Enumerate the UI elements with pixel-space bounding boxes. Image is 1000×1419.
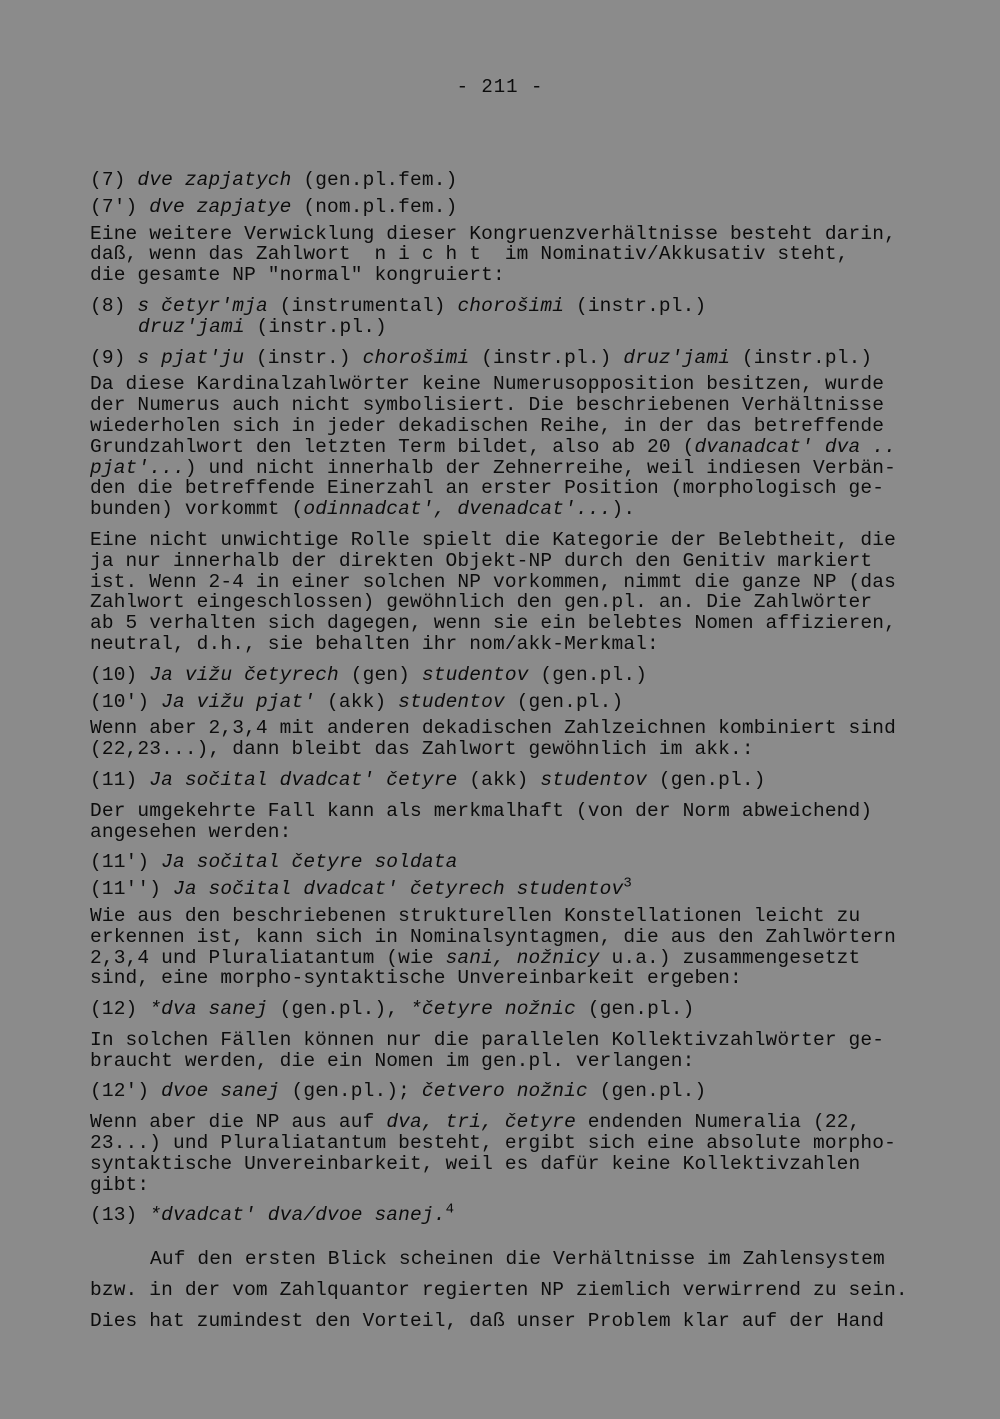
paragraph-line — [90, 927, 920, 948]
text-fragment: (gen.pl.) — [504, 690, 624, 713]
text-fragment: Wenn aber 2,3,4 mit anderen dekadischen Zahlzeichnen kombiniert sind — [90, 717, 896, 740]
paragraph-line — [90, 437, 920, 458]
paragraph-line — [90, 1030, 920, 1051]
text-fragment: (nom.pl.fem.) — [291, 195, 458, 218]
cited-form: *dva sanej — [149, 998, 268, 1021]
cited-form: Ja vižu pjat' — [161, 690, 316, 713]
text-fragment: daß, wenn das Zahlwort n i c h t im Nominativ/Akkusativ steht, — [90, 243, 849, 266]
text-fragment: neutral, d.h., sie behalten ihr nom/akk-Merkmal: — [90, 632, 659, 655]
paragraph-line — [90, 1275, 920, 1306]
text-fragment: (instr.) — [244, 346, 363, 369]
text-fragment: In solchen Fällen können nur die parallelen Kollektivzahlwörter ge- — [90, 1028, 885, 1051]
text-fragment: bzw. in der vom Zahlquantor regierten NP ziemlich verwirrend zu sein. — [90, 1279, 908, 1302]
example-line — [90, 1201, 920, 1227]
text-fragment: Wie aus den beschriebenen strukturellen Konstellationen leicht zu — [90, 904, 861, 927]
text-fragment: die gesamte NP "normal" kongruiert: — [90, 264, 505, 287]
cited-form: studentov — [421, 663, 529, 686]
paragraph-line — [90, 613, 920, 634]
paragraph-line — [90, 224, 920, 245]
text-fragment: Auf den ersten Blick scheinen die Verhältnisse im Zahlensystem — [150, 1248, 885, 1271]
cited-form: odinnadcat', dvenadcat'... — [303, 498, 612, 521]
text-fragment: Dies hat zumindest den Vorteil, daß unser Problem klar auf der Hand — [90, 1310, 885, 1333]
text-fragment: sind, eine morpho-syntaktische Unvereinbarkeit ergeben: — [90, 967, 742, 990]
text-fragment: gibt: — [90, 1173, 150, 1196]
text-fragment: (instrumental) — [267, 294, 458, 317]
text-fragment: ). — [611, 498, 648, 521]
paragraph-line — [90, 948, 920, 969]
text-fragment: (gen) — [338, 663, 422, 686]
text-fragment: Wenn aber die NP aus auf — [90, 1111, 387, 1134]
cited-form: pjat'... — [90, 456, 185, 479]
paragraph-line — [90, 1244, 920, 1275]
cited-form: Ja vižu četyrech — [149, 663, 339, 686]
text-fragment: Der umgekehrte Fall kann als merkmalhaft (von der Norm abweichend) — [90, 799, 873, 822]
text-fragment: 23...) und Pluraliatantum besteht, ergibt sich eine absolute morpho- — [90, 1132, 896, 1155]
paragraph-line — [90, 551, 920, 572]
paragraph-line — [90, 416, 920, 437]
example-line — [90, 770, 920, 791]
paragraph-line — [90, 458, 920, 479]
cited-form: četvero nožnic — [421, 1080, 588, 1103]
paragraph-line — [90, 718, 920, 739]
text-fragment: (11) — [90, 768, 150, 791]
text-fragment: Eine weitere Verwicklung dieser Kongruenzverhältnisse besteht darin, — [90, 222, 896, 245]
paragraph-line — [90, 1112, 920, 1133]
text-fragment: (9) — [90, 346, 138, 369]
text-fragment: angesehen werden: — [90, 820, 292, 843]
example-line — [90, 692, 920, 713]
text-fragment: (12') — [90, 1080, 162, 1103]
text-fragment: u.a.) zusammengesetzt — [599, 946, 861, 969]
text-fragment: (8) — [90, 294, 138, 317]
text-fragment: (12) — [90, 998, 150, 1021]
text-fragment: ab 5 verhalten sich dagegen, wenn sie ein belebtes Nomen affizieren, — [90, 612, 896, 635]
paragraph-line — [90, 265, 920, 286]
paragraph-line — [90, 530, 920, 551]
cited-form: chorošimi — [457, 294, 565, 317]
cited-form: studentov — [398, 690, 505, 713]
text-fragment: den die betreffende Einerzahl an erster Position (morphologisch ge- — [90, 477, 885, 500]
example-line — [90, 1081, 920, 1102]
cited-form: *četyre nožnic — [410, 998, 576, 1021]
cited-form: s pjat'ju — [137, 346, 245, 369]
paragraph-line — [90, 1133, 920, 1154]
cited-form: dve zapjatych — [137, 169, 292, 191]
paragraph-line — [90, 244, 920, 265]
paragraph-line — [90, 1306, 920, 1337]
text-fragment: endenden Numeralia (22, — [575, 1111, 861, 1134]
page-body — [90, 170, 920, 1337]
paragraph-line — [90, 906, 920, 927]
text-fragment: (gen.pl.), — [267, 998, 411, 1021]
text-fragment: (instr.pl.) — [469, 346, 624, 369]
cited-form: Ja sočital četyre soldata — [161, 851, 458, 874]
text-fragment: ja nur innerhalb der direkten Objekt-NP durch den Genitiv markiert — [90, 549, 873, 572]
cited-form: dvanadcat' dva .. — [694, 435, 896, 458]
page-number: - 211 - — [456, 76, 544, 98]
text-fragment: erkennen ist, kann sich in Nominalsyntagmen, die aus den Zahlwörtern — [90, 925, 896, 948]
text-fragment: (gen.pl.) — [575, 998, 695, 1021]
text-fragment: (gen.pl.fem.) — [291, 169, 458, 191]
example-line — [90, 999, 920, 1020]
cited-form: s četyr'mja — [137, 294, 268, 317]
text-fragment: (10) — [90, 663, 150, 686]
cited-form: dva, tri, četyre — [386, 1111, 576, 1134]
cited-form: Ja sočital dvadcat' četyrech studentov — [172, 878, 624, 901]
text-fragment: bunden) vorkommt ( — [90, 498, 304, 521]
cited-form: dvoe sanej — [161, 1080, 280, 1103]
text-fragment: (gen.pl.) — [587, 1080, 707, 1103]
example-line — [90, 197, 920, 218]
text-fragment: ) und nicht innerhalb der Zehnerreihe, weil indiesen Verbän- — [184, 456, 896, 479]
example-line — [90, 296, 920, 317]
text-fragment: Da diese Kardinalzahlwörter keine Numerusopposition besitzen, wurde — [90, 373, 885, 396]
example-line — [90, 665, 920, 686]
text-fragment: (instr.pl.) — [564, 294, 707, 317]
text-fragment: (instr.pl.) — [244, 315, 387, 338]
cited-form: studentov — [540, 768, 648, 791]
text-fragment: ist. Wenn 2-4 in einer solchen NP vorkommen, nimmt die ganze NP (das — [90, 570, 896, 593]
cited-form: druz'jami — [138, 315, 245, 338]
text-fragment: (13) — [90, 1204, 150, 1227]
example-line — [90, 317, 920, 338]
paragraph-line — [90, 1051, 920, 1072]
paragraph-line — [90, 739, 920, 760]
text-fragment: Grundzahlwort den letzten Term bildet, also ab 20 ( — [90, 435, 695, 458]
cited-form: chorošimi — [362, 346, 470, 369]
text-fragment: (akk) — [457, 768, 541, 791]
text-fragment: (gen.pl.); — [279, 1080, 422, 1103]
example-line — [90, 852, 920, 873]
text-fragment: (22,23...), dann bleibt das Zahlwort gewöhnlich im akk.: — [90, 738, 754, 761]
text-fragment: (gen.pl.) — [528, 663, 648, 686]
text-fragment: (11'') — [90, 878, 173, 901]
example-line — [90, 875, 920, 901]
paragraph-line — [90, 801, 920, 822]
paragraph-line — [90, 968, 920, 989]
text-fragment: (11') — [90, 851, 162, 874]
paragraph-line — [90, 1154, 920, 1175]
paragraph-line — [90, 374, 920, 395]
paragraph-line — [90, 634, 920, 655]
cited-form: druz'jami — [623, 346, 731, 369]
footnote-marker: 3 — [623, 875, 632, 892]
text-fragment: der Numerus auch nicht symbolisiert. Die beschriebenen Verhältnisse — [90, 394, 885, 417]
example-line — [90, 348, 920, 369]
cited-form: Ja sočital dvadcat' četyre — [149, 768, 458, 791]
example-line — [90, 170, 920, 191]
text-fragment: (akk) — [315, 690, 399, 713]
paragraph-line — [90, 822, 920, 843]
paragraph-line — [90, 478, 920, 499]
text-fragment: 2,3,4 und Pluraliatantum (wie — [90, 946, 446, 969]
paragraph-line — [90, 572, 920, 593]
text-fragment: (10') — [90, 690, 162, 713]
cited-form: sani, nožnicy — [445, 946, 600, 969]
footnote-marker: 4 — [445, 1201, 455, 1218]
cited-form: dve zapjatye — [149, 195, 292, 218]
paragraph-line — [90, 592, 920, 613]
text-fragment: braucht werden, die ein Nomen im gen.pl. verlangen: — [90, 1049, 695, 1072]
paragraph-line — [90, 395, 920, 416]
text-fragment: wiederholen sich in jeder dekadischen Reihe, in der das betreffende — [90, 414, 885, 437]
text-fragment: (7) — [90, 169, 138, 191]
text-fragment: Zahlwort eingeschlossen) gewöhnlich den gen.pl. an. Die Zahlwörter — [90, 591, 873, 614]
text-fragment: Eine nicht unwichtige Rolle spielt die Kategorie der Belebtheit, die — [90, 528, 896, 551]
text-fragment: (7') — [90, 195, 150, 218]
text-fragment: syntaktische Unvereinbarkeit, weil es dafür keine Kollektivzahlen — [90, 1152, 861, 1175]
text-fragment: (instr.pl.) — [730, 346, 873, 369]
text-fragment: (gen.pl.) — [647, 768, 766, 791]
cited-form: *dvadcat' dva/dvoe sanej. — [149, 1204, 446, 1227]
paragraph-line — [90, 1175, 920, 1196]
paragraph-line — [90, 499, 920, 520]
